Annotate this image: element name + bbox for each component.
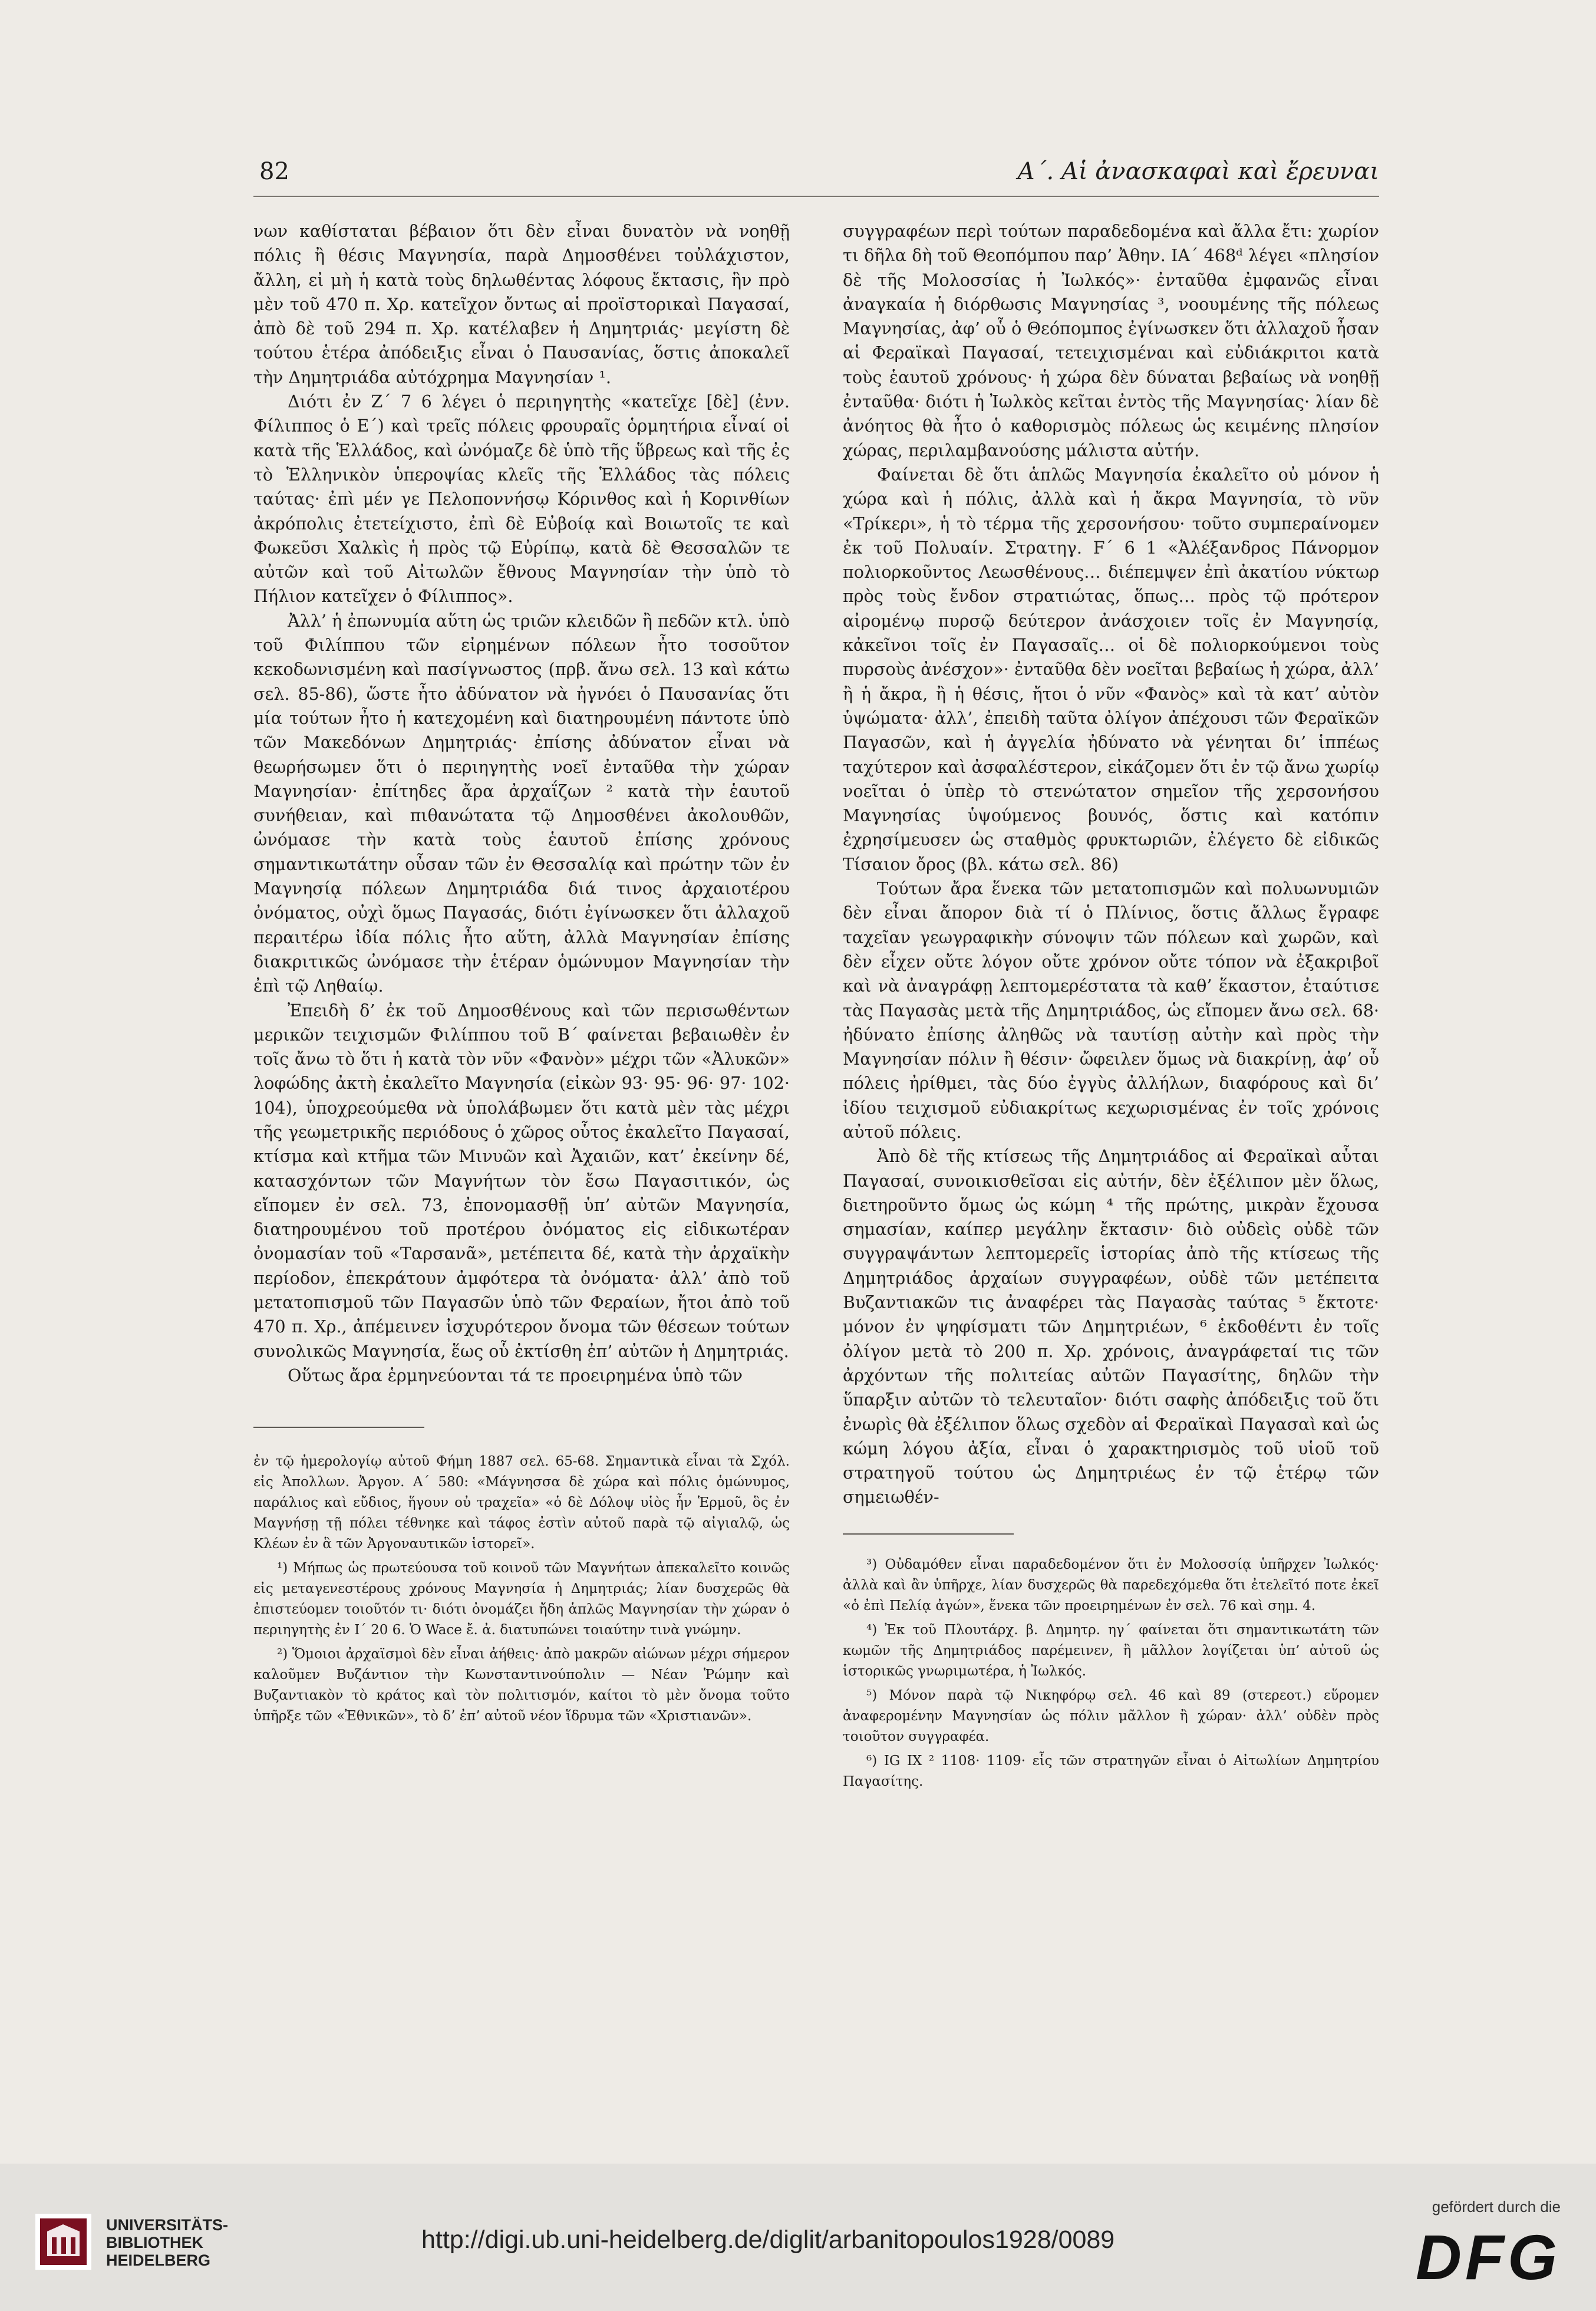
footnote-rule [253, 1427, 424, 1428]
library-emblem-icon [35, 2214, 91, 2270]
paragraph: Ἀλλ’ ἡ ἐπωνυμία αὕτη ὡς τριῶν κλειδῶν ἢ πεδῶν κτλ. ὑπὸ τοῦ Φιλίππου τῶν εἰρημένων πόλεων ἦτο τοσοῦτον κεκοδωνισμένη καὶ πασίγνωστος (πρβ. ἄνω σελ. 13 καὶ κάτω σελ. 85-86), ὥστε ἦτο ἀδύνατον νὰ ἠγνόει ὁ Παυσανίας ὅτι μία τούτων ἦτο ἡ κατεχομένη καὶ διατηρουμένη πάντοτε ὑπὸ τῶν Μακεδόνων Δημητριάς· ἐπίσης ἀδύνατον εἶναι νὰ θεωρήσωμεν ὅτι ὁ περιηγητὴς νοεῖ ἐνταῦθα τὴν χώραν Μαγνησίαν· ἐπίτηδες ἄρα ἀρχαΐζων ² κατὰ τὴν ἑαυτοῦ συνήθειαν, καὶ πιθανώτατα τῷ Δημοσθένει ἀκολουθῶν, ὠνόμασε τὴν κατὰ τοὺς ἑαυτοῦ ἐπίσης χρόνους σημαντικωτάτην οὖσαν τῶν ἐν Θεσσαλίᾳ καὶ πρώτην τῶν ἐν Μαγνησίᾳ πόλεων Δημητριάδα διά τινος ἀρχαιοτέρου ὀνόματος, οὐχὶ ὅμως Παγασάς, διότι ἐγίνωσκεν ὅτι ἀλλαχοῦ περαιτέρω ἰδία πόλις ἦτο αὕτη, ἀλλὰ Μαγνησίαν ἐπίσης διακριτικῶς ὠνόμασε τὴν ἑτέραν ὁμώνυμον Μαγνησίαν τὴν ἐπὶ τῷ Ληθαίῳ. [253, 610, 790, 996]
footnote: ⁶) IG IX ² 1108· 1109· εἷς τῶν στρατηγῶν εἶναι ὁ Αἰτωλίων Δημητρίου Παγασίτης. [843, 1753, 1379, 1789]
footnote: ²) Ὅμοιοι ἀρχαϊσμοὶ δὲν εἶναι ἀήθεις· ἀπὸ μακρῶν αἰώνων μέχρι σήμερον καλοῦμεν Βυζάντιον τὴν Κωνσταντινούπολιν — Νέαν Ῥώμην καὶ Βυζαντιακὸν τὸ κράτος καὶ τὸν πολιτισμόν, καίτοι τὸ μὲν ὄνομα τοῦτο ὑπῆρξε τῶν «Ἐθνικῶν», τὸ δ’ ἐπ’ αὐτοῦ νέον ἵδρυμα τῶν «Χριστιανῶν». [253, 1647, 790, 1724]
library-line: UNIVERSITÄTS- [106, 2216, 229, 2234]
source-url-link[interactable]: http://digi.ub.uni-heidelberg.de/diglit/arbanitopoulos1928/0089 [421, 2226, 1115, 2254]
paragraph: Οὕτως ἄρα ἑρμηνεύονται τά τε προειρημένα ὑπὸ τῶν [288, 1365, 743, 1385]
dfg-logo[interactable]: DFG [1416, 2221, 1561, 2293]
right-body-text [843, 219, 1379, 1510]
footnote: ³) Οὐδαμόθεν εἶναι παραδεδομένον ὅτι ἐν Μολοσσίᾳ ὑπῆρχεν Ἰωλκός· ἀλλὰ καὶ ἂν ὑπῆρχε, λίαν δυσχερῶς θὰ παρεδεχόμεθα ὅτι ἐτελεῖτό ποτε ἐκεῖ «ὁ ἐπὶ Πελίᾳ ἀγών», ἕνεκα τῶν προειρημένων ἐν σελ. 76 καὶ σημ. 4. [843, 1556, 1379, 1614]
left-footnotes [253, 1451, 790, 1727]
page-number: 82 [259, 158, 289, 185]
running-title: Α΄. Αἱ ἀνασκαφαὶ καὶ ἔρευναι [1017, 158, 1379, 185]
footnote: ¹) Μήπως ὡς πρωτεύουσα τοῦ κοινοῦ τῶν Μαγνήτων ἀπεκαλεῖτο κοινῶς εἰς μεταγενεστέρους χρόνους Μαγνησία ἡ Δημητριάς; λίαν δυσχερῶς θὰ ἐπιστεύομεν τοιοῦτόν τι· διότι ὀνομάζει ἤδη ἁπλῶς Μαγνησίαν τὴν χώραν ὁ περιηγητὴς ἐν Ι΄ 20 6. Ὁ Wace ἔ. ἀ. διατυπώνει τοιαύτην τινὰ γνώμην. [253, 1561, 790, 1638]
header-rule [253, 196, 1379, 197]
university-library-logo[interactable] [35, 2214, 342, 2279]
funded-by-text: gefördert durch die [1432, 2198, 1561, 2215]
paragraph: Διότι ἐν Ζ΄ 7 6 λέγει ὁ περιηγητὴς «κατεῖχε [δὲ] (ἐνν. Φίλιππος ὁ Ε΄) καὶ τρεῖς πόλεις φρουραῖς ὁρμητήρια εἶναί οἱ κατὰ τῆς Ἑλλάδος, καὶ ὠνόμαζε δὲ ὑπὸ τῆς ὕβρεως καὶ τῆς ἐς τὸ Ἑλληνικὸν ὑπεροψίας κλεῖς τῆς Ἑλλάδος τὰς πόλεις ταύτας· ἐπὶ μέν γε Πελοποννήσῳ Κόρινθος καὶ ἡ Κορινθίων ἀκρόπολις ἐτετείχιστο, ἐπὶ δὲ Εὐβοίᾳ καὶ Βοιωτοῖς τε καὶ Φωκεῦσι Χαλκὶς ἡ πρὸς τῷ Εὐρίπῳ, κατὰ δὲ Θεσσαλῶν τε αὐτῶν καὶ τοῦ Αἰτωλῶν ἔθνους Μαγνησίαν τὴν ὑπὸ τὸ Πήλιον κατεῖχεν ὁ Φίλιππος». [253, 391, 790, 607]
right-footnotes [843, 1555, 1379, 1792]
paragraph: Ἀπὸ δὲ τῆς κτίσεως τῆς Δημητριάδος αἱ Φεραϊκαὶ αὗται Παγασαί, συνοικισθεῖσαι εἰς αὐτήν, δὲν ἐξέλιπον μὲν ὅλως, διετηροῦντο ὅμως ὡς κώμη ⁴ τῆς πρώτης, μικρὰν ἔχουσα σημασίαν, καίπερ μεγάλην ἔκτασιν· διὸ οὐδεὶς οὐδὲ τῶν συγγραψάντων λεπτομερεῖς ἱστορίας ἀπὸ τῆς κτίσεως τῆς Δημητριάδος ἀρχαίων συγγραφέων, οὐδὲ τῶν μετέπειτα Βυζαντιακῶν τις ἀναφέρει τὰς Παγασὰς ταύτας ⁵ ἔκτοτε· μόνον ἐν ψηφίσματι τῶν Δημητριέων, ⁶ ἐκδοθέντι ἐν τοῖς ὀλίγον μετὰ τὸ 200 π. Χρ. χρόνοις, ἀναγράφεταί τις τῶν ἀρχόντων τῆς πολιτείας αὐτῶν Παγασίτης, δηλῶν τὴν ὕπαρξιν αὐτῶν τὸ τελευταῖον· διότι σαφὴς ἀπόδειξις τοῦ ὅτι ἐνωρὶς θὰ ἐξέλιπον ὅλως σχεδὸν αἱ Φεραϊκαὶ Παγασαὶ καὶ ὡς κώμη λόγου ἀξία, εἶναι ὁ χαρακτηρισμὸς τοῦ υἱοῦ τοῦ στρατηγοῦ τούτου ὡς Δημητριέως ἐν τῷ ἑτέρῳ τῶν σημειωθέν- [843, 1146, 1379, 1507]
paragraph: νων καθίσταται βέβαιον ὅτι δὲν εἶναι δυνατὸν νὰ νοηθῇ πόλις ἢ θέσις Μαγνησία, παρὰ Δημοσθένει τοὐλάχιστον, ἄλλη, εἰ μὴ ἡ κατὰ τοὺς δηλωθέντας λόφους ἔκτασις, ἣν πρὸ μὲν τοῦ 470 π. Χρ. κατεῖχον ὄντως αἱ προϊστορικαὶ Παγασαί, ἀπὸ δὲ τοῦ 294 π. Χρ. κατέλαβεν ἡ Δημητριάς· μεγίστη δὲ τούτου ἑτέρα ἀπόδειξις εἶναι ὁ Παυσανίας, ὅστις ἀποκαλεῖ τὴν Δημητριάδα αὐτόχρημα Μαγνησίαν ¹. [253, 221, 790, 387]
footnote: ⁴) Ἐκ τοῦ Πλουτάρχ. β. Δημητρ. ηγ΄ φαίνεται ὅτι σημαντικωτάτη τῶν κωμῶν τῆς Δημητριάδος παρέμεινεν, ἢ μᾶλλον λογίζεται ὑπ’ αὐτοῦ ὡς ἱστορικῶς γνωριμωτέρα, ἡ Ἰωλκός. [843, 1622, 1379, 1679]
footnote: ἐν τῷ ἡμερολογίῳ αὐτοῦ Φήμη 1887 σελ. 65-68. Σημαντικὰ εἶναι τὰ Σχόλ. εἰς Ἀπολλων. Ἀργον. Α΄ 580: «Μάγνησσα δὲ χώρα καὶ πόλις ὁμώνυμος, παράλιος καὶ εὔδιος, ἥγουν οὐ τραχεῖα» «ὁ δὲ Δόλοψ υἱὸς ἦν Ἑρμοῦ, ὃς ἐν Μαγνήσῃ τῇ πόλει τέθνηκε καὶ τάφος ἐστὶν αὐτοῦ παρὰ τῷ αἰγιαλῷ, ὡς Κλέων ἐν ἃ τῶν Ἀργοναυτικῶν ἱστορεῖ». [253, 1454, 790, 1552]
paragraph: Φαίνεται δὲ ὅτι ἁπλῶς Μαγνησία ἐκαλεῖτο οὐ μόνον ἡ χώρα καὶ ἡ πόλις, ἀλλὰ καὶ ἡ ἄκρα Μαγνησία, τὸ νῦν «Τρίκερι», ἡ τὸ τέρμα τῆς χερσονήσου· τοῦτο συμπεραίνομεν ἐκ τοῦ Πολυαίν. Στρατηγ. F΄ 6 1 «Ἀλέξανδρος Πάνορμον πολιορκοῦντος Λεωσθένους… διέπεμψεν ἐπὶ ἀκατίου νύκτωρ πρὸς τοὺς ἔνδον στρατιώτας, ὅπως… πρὸς τῷ πρότερον αἰρομένῳ πυρσῷ δεύτερον ἀνάσχοιεν τοῖς ἐν Μαγνησίᾳ, κἀκεῖνοι τοῖς ἐν Παγασαῖς… οἱ δὲ πολιορκούμενοι τοὺς πυρσοὺς ἀνέσχον»· ἐνταῦθα δὲν νοεῖται βεβαίως ἡ χώρα, ἀλλ’ ἢ ἡ ἄκρα, ἢ ἡ θέσις, ἤτοι ὁ νῦν «Φανὸς» καὶ τὰ κατ’ αὐτὸν ὑψώματα· ἀλλ’, ἐπειδὴ ταῦτα ὀλίγον ἀπέχουσι τῶν Φεραϊκῶν Παγασῶν, καὶ ἡ ἀγγελία ἠδύνατο νὰ γένηται δι’ ἱππέως ταχύτερον καὶ ἀσφαλέστερον, εἰκάζομεν ὅτι ἐν τῷ ἄνω χωρίῳ νοεῖται ὁ ὑπὲρ τὸ στενώτατον σημεῖον τῆς χερσονήσου Μαγνησίας ὑψούμενος βουνός, ὅστις καὶ κατόπιν ἐχρησίμευσεν ὡς σταθμὸς φρυκτωριῶν, ἐλέγετο δὲ εἰδικῶς Τίσαιον ὄρος (βλ. κάτω σελ. 86) [843, 464, 1379, 874]
right-column [843, 219, 1379, 1792]
left-body-text [253, 219, 790, 1388]
paragraph: συγγραφέων περὶ τούτων παραδεδομένα καὶ ἄλλα ἔτι: χωρίον τι δῆλα δὴ τοῦ Θεοπόμπου παρ’ Ἀθην. ΙΑ΄ 468ᵈ λέγει «πλησίον δὲ τῆς Μολοσσίας ἡ Ἰωλκός»· ἐνταῦθα ἐμφανῶς εἶναι ἀναγκαία ἡ διόρθωσις Μαγνησίας ³, νοουμένης τῆς πόλεως Μαγνησίας, ἀφ’ οὗ ὁ Θεόπομπος ἐγίνωσκεν ὅτι ἀλλαχοῦ ἦσαν αἱ Φεραϊκαὶ Παγασαί, τετειχισμέναι καὶ εὐδιάκριτοι κατὰ τοὺς ἑαυτοῦ χρόνους· ἡ χώρα δὲν δύναται βεβαίως νὰ νοηθῇ ἐνταῦθα· διότι ἡ Ἰωλκὸς κεῖται ἐντὸς τῆς Μαγνησίας· λίαν δὲ ἀνόητος θὰ ἦτο ὁ καθορισμὸς πόλεως ὡς κειμένης πλησίον χώρας, περιλαμβανούσης μάλιστα αὐτήν. [843, 221, 1379, 460]
library-line: HEIDELBERG [106, 2251, 211, 2269]
footnote: ⁵) Μόνον παρὰ τῷ Νικηφόρῳ σελ. 46 καὶ 89 (στερεοτ.) εὕρομεν ἀναφερομένην Μαγνησίαν ὡς πόλιν μᾶλλον ἢ χώραν· ἀλλ’ οὐδὲν πρὸς τοιοῦτον συγγραφέα. [843, 1687, 1379, 1744]
library-line: BIBLIOTHEK [106, 2234, 203, 2251]
library-name [106, 2216, 228, 2269]
footnote-rule [843, 1533, 1014, 1535]
left-column [253, 219, 790, 1727]
digitization-footer [0, 2164, 1596, 2311]
paragraph: Ἐπειδὴ δ’ ἐκ τοῦ Δημοσθένους καὶ τῶν περισωθέντων μερικῶν τειχισμῶν Φιλίππου τοῦ Β΄ φαίνεται βεβαιωθὲν ἐν τοῖς ἄνω τὸ ὅτι ἡ κατὰ τὸν νῦν «Φανὸν» μέχρι τῶν «Ἀλυκῶν» λοφώδης ἀκτὴ ἐκαλεῖτο Μαγνησία (εἰκὼν 93· 95· 96· 97· 102· 104), ὑποχρεούμεθα νὰ ὑπολάβωμεν ὅτι κατὰ μὲν τὰς μέχρι τῆς γεωμετρικῆς περιόδους ὁ χῶρος οὗτος ἐκαλεῖτο Παγασαί, κτίσμα καὶ κτῆμα τῶν Μινυῶν καὶ Ἀχαιῶν, κατ’ ἐκείνην δέ, κατασχόντων τῶν Μαγνήτων τὸν ἔσω Παγασιτικόν, ὡς εἴπομεν ἐν σελ. 73, ἐπονομασθῇ ὑπ’ αὐτῶν Μαγνησία, διατηρουμένου τοῦ προτέρου ὀνόματος εἰς εἰδικωτέραν ὀνομασίαν τοῦ «Ταρσανᾶ», μετέπειτα δέ, κατὰ τὴν ἀρχαϊκὴν περίοδον, ἐπεκράτουν ἀμφότερα τὰ ὀνόματα· ἀλλ’ ἀπὸ τοῦ μετατοπισμοῦ τῶν Παγασῶν ὑπὸ τῶν Φεραίων, ἤτοι ἀπὸ τοῦ 470 π. Χρ., ἀπέμεινεν ἰσχυρότερον ὄνομα τῶν θέσεων τούτων συνολικῶς Μαγνησία, ἕως οὗ ἐκτίσθη ἐπ’ αὐτῶν ἡ Δημητριάς. [253, 1000, 790, 1361]
running-header [248, 158, 1379, 187]
paragraph: Τούτων ἄρα ἕνεκα τῶν μετατοπισμῶν καὶ πολυωνυμιῶν δὲν εἶναι ἄπορον διὰ τί ὁ Πλίνιος, ὅστις ἄλλως ἔγραφε ταχεῖαν γεωγραφικὴν σύνοψιν τῶν πόλεων καὶ χωρῶν, καὶ δὲν εἶχεν οὔτε λόγον οὔτε χρόνον οὔτε τόπον νὰ ἐξακριβοῖ καὶ νὰ ἀναγράφῃ λεπτομερέστατα τὰ καθ’ ἕκαστον, ἐταύτισε τὰς Παγασὰς μετὰ τῆς Δημητριάδος, ὡς εἴπομεν ἄνω σελ. 68· ἠδύνατο ἐπίσης ἀληθῶς νὰ ταυτίσῃ αὐτὴν καὶ πρὸς τὴν Μαγνησίαν πόλιν ἢ θέσιν· ὤφειλεν ὅμως νὰ διακρίνῃ, ἀφ’ οὗ πόλεις ἠρίθμει, τὰς δύο ἐγγὺς ἀλλήλων, διαφόρους καὶ δι’ ἰδίου τειχισμοῦ εὐδιακρίτως κεχωρισμένας ἐν τοῖς χρόνοις αὐτοῦ πόλεις. [843, 878, 1379, 1142]
